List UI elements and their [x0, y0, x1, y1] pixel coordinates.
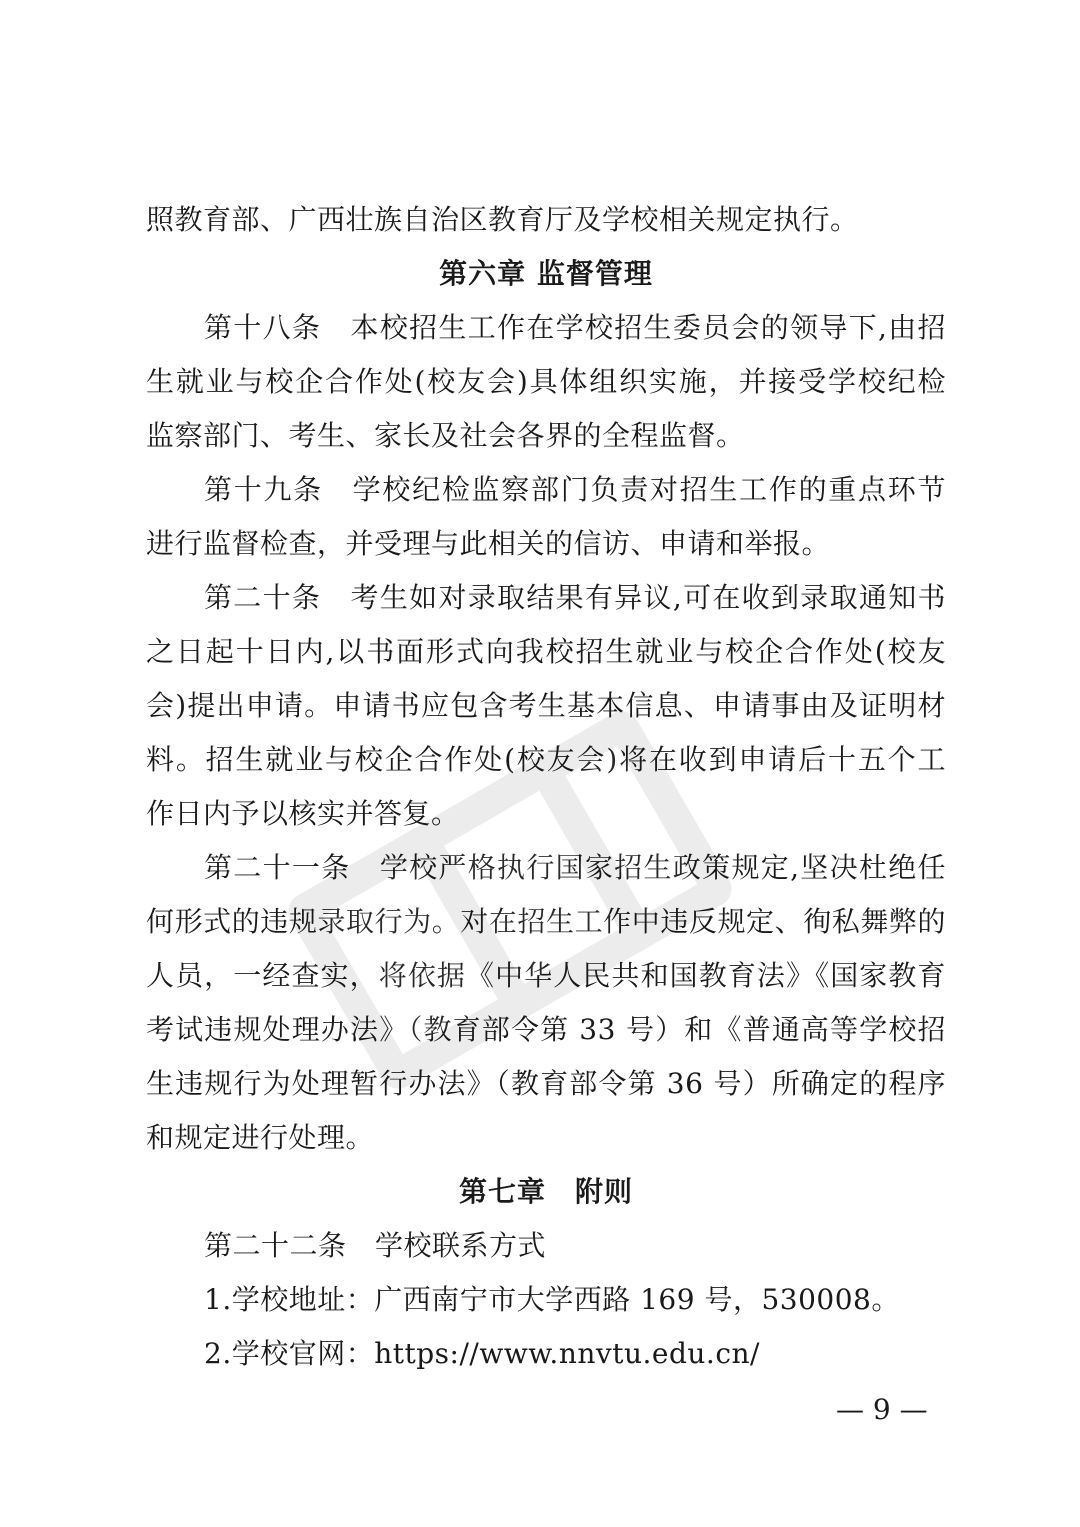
article-19-line: 第十九条 学校纪检监察部门负责对招生工作的重点环节: [204, 473, 946, 506]
school-website-line: 2.学校官网：https://www.nnvtu.edu.cn/: [204, 1337, 760, 1370]
page-number: — 9 —: [836, 1393, 928, 1426]
article-21-line: 和规定进行处理。: [146, 1121, 375, 1154]
school-address-line: 1.学校地址：广西南宁市大学西路 169 号，530008。: [204, 1283, 900, 1316]
article-22-line: 第二十二条 学校联系方式: [204, 1229, 547, 1262]
article-20-line: 之日起十日内,以书面形式向我校招生就业与校企合作处(校友: [146, 635, 946, 668]
article-18-line: 第十八条 本校招生工作在学校招生委员会的领导下,由招: [204, 311, 946, 344]
article-20-line: 料。招生就业与校企合作处(校友会)将在收到申请后十五个工: [146, 743, 946, 776]
article-20-line: 第二十条 考生如对录取结果有异议,可在收到录取通知书: [204, 581, 946, 614]
article-21-line: 生违规行为处理暂行办法》（教育部令第 36 号）所确定的程序: [146, 1067, 946, 1100]
article-21-line: 何形式的违规录取行为。对在招生工作中违反规定、徇私舞弊的: [146, 905, 946, 938]
article-21-line: 人员，一经查实，将依据《中华人民共和国教育法》《国家教育: [146, 959, 946, 992]
article-19-line: 进行监督检查，并受理与此相关的信访、申请和举报。: [146, 527, 831, 560]
article-21-line: 考试违规处理办法》（教育部令第 33 号）和《普通高等学校招: [146, 1013, 946, 1046]
article-20-line: 会)提出申请。申请书应包含考生基本信息、申请事由及证明材: [146, 689, 946, 722]
article-21-line: 第二十一条 学校严格执行国家招生政策规定,坚决杜绝任: [204, 851, 946, 884]
article-18-line: 生就业与校企合作处(校友会)具体组织实施，并接受学校纪检: [146, 365, 946, 398]
article-18-line: 监察部门、考生、家长及社会各界的全程监督。: [146, 419, 745, 452]
paragraph-line: 照教育部、广西壮族自治区教育厅及学校相关规定执行。: [146, 203, 859, 236]
text-column: [146, 193, 946, 1381]
chapter-seven-heading: 第七章 附则: [458, 1175, 633, 1208]
article-20-line: 作日内予以核实并答复。: [146, 797, 460, 830]
chapter-six-heading: 第六章 监督管理: [439, 257, 653, 290]
